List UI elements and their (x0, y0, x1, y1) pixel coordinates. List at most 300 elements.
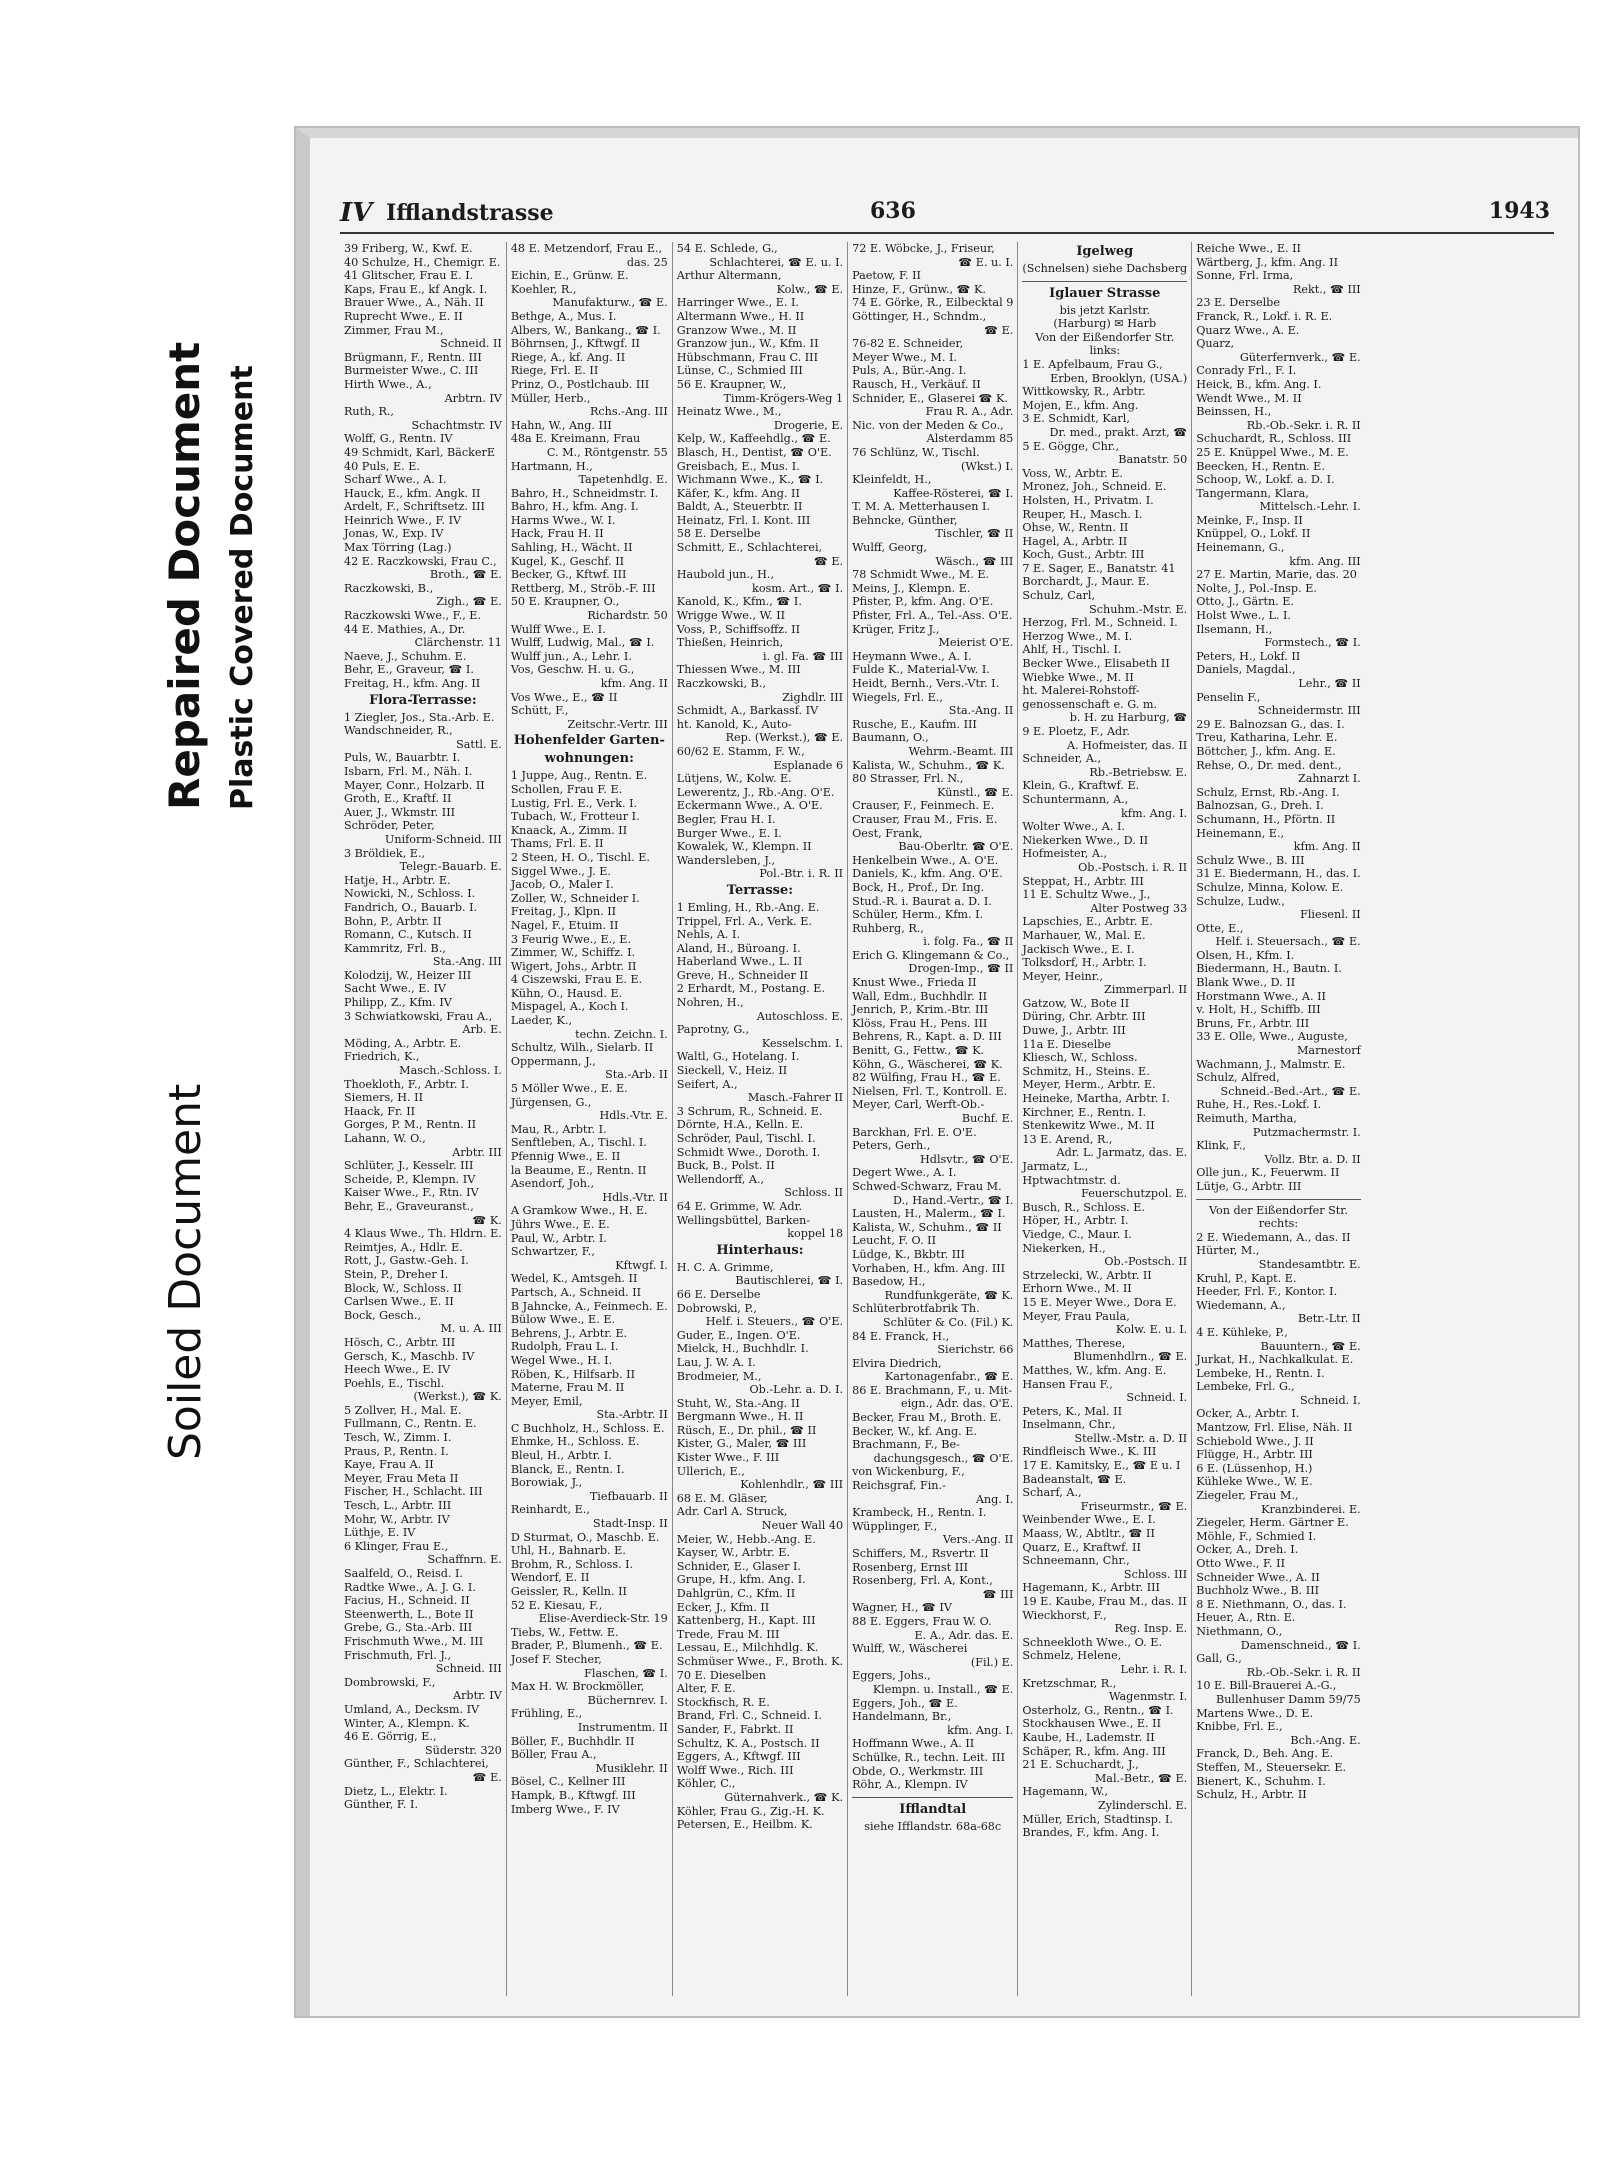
year: 1943 (1488, 198, 1550, 224)
directory-entry: Rekt., ☎ III (1292, 282, 1361, 296)
directory-entry: Ob.-Lehr. a. D. I. (749, 1383, 844, 1397)
directory-entry: Jenrich, P., Krim.-Btr. III (852, 1003, 989, 1017)
directory-entry: 3 Schrum, R., Schneid. E. (676, 1104, 823, 1118)
directory-entry: Nohren, H., (676, 996, 744, 1010)
directory-entry: Fullmann, C., Rentn. E. (344, 1417, 477, 1431)
directory-entry: Flaschen, ☎ I. (584, 1666, 668, 1680)
directory-columns (340, 242, 1554, 1996)
directory-entry: Bruns, Fr., Arbtr. III (1196, 1016, 1310, 1030)
directory-entry: Möhle, F., Schmied I. (1196, 1529, 1317, 1543)
page-content (340, 198, 1554, 1996)
directory-entry: Lessau, E., Milchhdlg. K. (676, 1641, 819, 1655)
directory-entry: Behr, E., Graveuranst., (344, 1199, 474, 1213)
directory-entry: Meinke, F., Insp. II (1196, 513, 1303, 527)
directory-entry: Koehler, R., (510, 282, 577, 296)
directory-entry: Blank Wwe., D. II (1196, 976, 1296, 990)
directory-entry: 60/62 E. Stamm, F. W., (676, 744, 805, 758)
directory-entry: Schwartzer, F., (510, 1245, 595, 1259)
directory-entry: techn. Zeichn. I. (575, 1027, 668, 1041)
directory-entry: Busch, R., Schloss. E. (1022, 1200, 1145, 1214)
directory-entry: Schultz, K. A., Postsch. II (676, 1736, 820, 1750)
directory-entry: Kammritz, Frl. B., (344, 941, 446, 955)
directory-entry: Seifert, A., (676, 1077, 738, 1091)
directory-entry: Böhrnsen, J., Kftwgf. II (510, 337, 640, 351)
directory-entry: 4 Ciszewski, Frau E. E. (510, 973, 643, 987)
directory-entry: Schloss. III (1123, 1567, 1188, 1581)
directory-entry: Marnestorf (1296, 1044, 1361, 1058)
directory-entry: Raczkowski, B., (676, 677, 766, 690)
directory-entry: Wandschneider, R., (344, 724, 453, 738)
directory-entry: 31 E. Biedermann, H., das. I. (1196, 867, 1361, 881)
directory-entry: Kranzbinderei. E. (1261, 1502, 1361, 1516)
directory-entry: Wrigge Wwe., W. II (676, 609, 786, 623)
directory-column (672, 242, 847, 1996)
directory-entry: Schmidt Wwe., Doroth. I. (676, 1145, 821, 1159)
directory-entry: 48a E. Kreimann, Frau (510, 432, 641, 446)
directory-entry: Hagemann, K., Arbtr. III (1022, 1581, 1160, 1595)
directory-entry: 5 E. Gögge, Chr., (1022, 439, 1120, 453)
directory-entry: Schulz, H., Arbtr. II (1196, 1788, 1307, 1802)
directory-entry: 56 E. Kraupner, W., (676, 377, 787, 391)
directory-entry: Kretzschmar, R., (1022, 1676, 1117, 1690)
directory-entry: Fliesenl. II (1300, 908, 1361, 922)
section-heading: Hinterhaus: (716, 1242, 804, 1258)
directory-entry: Eggers, Johs., (852, 1669, 931, 1683)
directory-entry: Zimmer, Frau M., (344, 323, 444, 337)
directory-entry: Vers.-Ang. II (942, 1533, 1014, 1547)
directory-entry: Albers, W., Bankang., ☎ I. (510, 323, 661, 337)
directory-entry: Paul, W., Arbtr. I. (510, 1231, 607, 1245)
directory-entry: Lausten, H., Malerm., ☎ I. (852, 1207, 1006, 1221)
directory-entry: Knibbe, Frl. E., (1196, 1720, 1283, 1734)
directory-entry: Harringer Wwe., E. I. (676, 296, 799, 310)
directory-entry: Mal.-Betr., ☎ E. (1094, 1771, 1188, 1785)
directory-entry: Matthes, Therese, (1022, 1336, 1126, 1350)
directory-entry: Heymann Wwe., A. I. (852, 649, 972, 663)
directory-entry: Stein, P., Dreher I. (344, 1267, 449, 1281)
directory-entry: ht. Malerei-Rohstoff- (1022, 684, 1140, 698)
directory-entry: ☎ E. u. I. (958, 255, 1014, 269)
directory-entry: 49 Schmidt, Karl, BäckerE (344, 445, 496, 459)
directory-entry: T. M. A. Metterhausen I. (852, 500, 990, 514)
directory-entry: Blanck, E., Rentn. I. (510, 1462, 625, 1476)
directory-entry: Friseurmstr., ☎ E. (1080, 1499, 1188, 1513)
directory-entry: Siggel Wwe., J. E. (510, 864, 611, 878)
directory-entry: Meins, J., Klempn. E. (852, 581, 971, 595)
directory-entry: Höper, H., Arbtr. I. (1022, 1214, 1129, 1228)
directory-entry: Schaffnrn. E. (427, 1553, 502, 1567)
directory-entry: Praus, P., Rentn. I. (344, 1444, 449, 1458)
directory-entry: Thießen, Heinrich, (676, 636, 784, 650)
directory-entry: Bahro, H., kfm. Ang. I. (510, 500, 639, 514)
volume-number: IV (340, 198, 373, 228)
directory-entry: Schütt, F., (510, 704, 569, 718)
directory-entry: Flügge, H., Arbtr. III (1196, 1448, 1313, 1462)
directory-entry: 66 E. Derselbe (676, 1287, 761, 1301)
directory-entry: kfm. Ang. II (600, 677, 668, 690)
directory-entry: 80 Strasser, Frl. N., (852, 772, 964, 786)
directory-entry: Partsch, A., Schneid. II (510, 1285, 642, 1299)
directory-entry: 72 E. Wöbcke, J., Friseur, (852, 242, 995, 255)
directory-entry: Heidt, Bernh., Vers.-Vtr. I. (852, 677, 1000, 690)
directory-entry: Behr, E., Graveur, ☎ I. (344, 663, 474, 677)
repaired-document-label: Repaired Document (160, 341, 209, 810)
directory-entry: Harms Wwe., W. I. (510, 513, 616, 527)
directory-entry: Schiebold Wwe., J. II (1196, 1434, 1314, 1448)
directory-entry: Wulff Wwe., E. I. (510, 622, 606, 636)
directory-entry: 41 Glitscher, Frau E. I. (344, 269, 474, 283)
directory-entry: 68 E. M. Gläser, (676, 1491, 768, 1505)
directory-entry: Frischmuth, Frl. J., (344, 1648, 452, 1662)
directory-entry: Holsten, H., Privatm. I. (1022, 493, 1154, 507)
directory-entry: Vollz. Btr. a. D. II (1264, 1152, 1361, 1166)
directory-entry: Beecken, H., Rentn. E. (1196, 459, 1325, 473)
directory-entry: Helf. i. Steuers., ☎ O'E. (705, 1315, 844, 1329)
directory-entry: Blasch, H., Dentist, ☎ O'E. (676, 445, 832, 459)
directory-entry: Hinze, F., Grünw., ☎ K. (852, 282, 986, 296)
directory-entry: Scharf, A., (1022, 1486, 1082, 1500)
directory-entry: von Wickenburg, F., (852, 1465, 965, 1479)
directory-entry: Bau-Oberltr. ☎ O'E. (898, 840, 1014, 854)
directory-entry: Greve, H., Schneider II (676, 968, 809, 982)
directory-entry: Eckermann Wwe., A. O'E. (676, 799, 823, 813)
directory-entry: Wichmann Wwe., K., ☎ I. (676, 473, 824, 487)
directory-entry: Naeve, J., Schuhm. E. (344, 649, 467, 663)
directory-entry: Kanold, K., Kfm., ☎ I. (676, 595, 802, 609)
directory-entry: Masch.-Fahrer II (747, 1091, 844, 1105)
directory-column (847, 242, 1017, 1996)
directory-entry: Lehr. i. R. I. (1120, 1662, 1188, 1676)
directory-entry: Baldt, A., Steuerbtr. II (676, 500, 803, 514)
directory-entry: Viedge, C., Maur. I. (1022, 1227, 1132, 1241)
directory-entry: Hatje, H., Arbtr. E. (344, 873, 451, 887)
directory-entry: Siemers, H. II (344, 1091, 424, 1105)
directory-entry: Betr.-Ltr. II (1297, 1312, 1361, 1326)
directory-entry: Facius, H., Schneid. II (344, 1594, 470, 1608)
directory-entry: Frischmuth Wwe., M. III (344, 1634, 484, 1648)
directory-entry: Richardstr. 50 (587, 609, 668, 623)
directory-entry: Sta.-Arb. II (605, 1068, 668, 1082)
directory-entry: Reimuth, Martha, (1196, 1112, 1297, 1125)
directory-entry: Steenwerth, L., Bote II (344, 1607, 474, 1621)
directory-entry: 5 Möller Wwe., E. E. (510, 1082, 628, 1096)
directory-entry: Günther, F. I. (344, 1798, 419, 1812)
directory-entry: Wehrm.-Beamt. III (908, 744, 1014, 758)
directory-entry: Rchs.-Ang. III (589, 405, 668, 419)
directory-entry: Kirchner, E., Rentn. I. (1022, 1105, 1147, 1119)
directory-entry: Saalfeld, O., Reisd. I. (344, 1567, 463, 1580)
directory-entry: Brader, P., Blumenh., ☎ E. (510, 1639, 663, 1653)
directory-entry: Tubach, W., Frotteur I. (510, 810, 640, 824)
directory-entry: Marhauer, W., Mal. E. (1022, 928, 1146, 942)
directory-entry: Wärtberg, J., kfm. Ang. II (1196, 255, 1338, 269)
directory-entry: Thams, Frl. E. II (510, 837, 604, 851)
directory-entry: Lütje, G., Arbtr. III (1196, 1179, 1302, 1193)
directory-entry: Ziegeler, Herm. Gärtner E. (1196, 1516, 1349, 1530)
directory-entry: 27 E. Martin, Marie, das. 20 (1196, 568, 1357, 582)
directory-entry: Schmitz, H., Steins. E. (1022, 1064, 1150, 1078)
directory-entry: Bethge, A., Mus. I. (510, 309, 617, 323)
directory-entry: Leucht, F. O. II (852, 1234, 937, 1248)
directory-entry: D Sturmat, O., Maschb. E. (510, 1530, 660, 1544)
directory-entry: Klink, F., (1196, 1139, 1246, 1153)
directory-entry: la Beaume, E., Rentn. II (510, 1163, 647, 1177)
directory-entry: 86 E. Brachmann, F., u. Mit- (852, 1383, 1012, 1397)
directory-entry: (Schnelsen) siehe Dachsberg (1022, 262, 1188, 275)
directory-entry: Kayser, W., Arbtr. E. (676, 1546, 790, 1560)
directory-entry: 40 Puls, E. E. (344, 459, 420, 473)
directory-entry: Reichsgraf, Fin.- (852, 1479, 946, 1493)
directory-entry: Eggers, Joh., ☎ E. (852, 1696, 958, 1710)
directory-entry: Schneemann, Chr., (1022, 1554, 1130, 1568)
directory-entry: Crauser, Frau M., Fris. E. (852, 812, 998, 826)
directory-entry: Guder, E., Ingen. O'E. (676, 1328, 801, 1342)
directory-entry: Kartonagenfabr., ☎ E. (884, 1370, 1014, 1384)
directory-entry: 5 Zollver, H., Mal. E. (344, 1403, 462, 1417)
directory-entry: kfm. Ang. I. (947, 1723, 1014, 1737)
directory-entry: Güternahverk., ☎ K. (724, 1790, 844, 1804)
directory-entry: Rundfunkgeräte, ☎ K. (884, 1288, 1014, 1302)
directory-entry: Von der Eißendorfer Str. (1035, 330, 1175, 344)
directory-entry: Broth., ☎ E. (429, 568, 502, 582)
directory-entry: Heick, B., kfm. Ang. I. (1196, 377, 1322, 391)
directory-entry: Zimmer, W., Schiffz. I. (510, 946, 636, 960)
directory-entry: Künstl., ☎ E. (937, 785, 1014, 799)
directory-entry: Quarz Wwe., A. E. (1196, 323, 1300, 337)
directory-entry: Heeder, Frl. F., Kontor. I. (1196, 1285, 1338, 1299)
directory-entry: Krambeck, H., Rentn. I. (852, 1506, 987, 1520)
directory-entry: Sta.-Arbtr. II (596, 1408, 668, 1422)
directory-entry: Telegr.-Bauarb. E. (399, 860, 502, 874)
directory-entry: Hptwachtmstr. d. (1022, 1173, 1121, 1187)
directory-entry: Gatzow, W., Bote II (1022, 996, 1130, 1010)
directory-entry: Gorges, P. M., Rentn. II (344, 1118, 477, 1132)
directory-entry: Rep. (Werkst.), ☎ E. (725, 731, 844, 745)
directory-entry: Nagel, F., Etuim. II (510, 918, 619, 932)
directory-entry: 8 E. Niethmann, O., das. I. (1196, 1597, 1347, 1611)
directory-entry: Nic. von der Meden & Co., (852, 418, 1004, 432)
directory-entry: Adr. Carl A. Struck, (676, 1505, 788, 1519)
directory-entry: Materne, Frau M. II (510, 1381, 625, 1395)
directory-entry: Hampk, B., Kftwgf. III (510, 1788, 636, 1802)
directory-entry: Ruhe, H., Res.-Lokf. I. (1196, 1098, 1322, 1112)
directory-entry: Wigert, Johs., Arbtr. II (510, 959, 637, 973)
directory-entry: Otto, J., Gärtn. E. (1196, 595, 1295, 609)
directory-entry: Brachmann, F., Be- (852, 1438, 960, 1452)
directory-entry: Wulff, W., Wäscherei (852, 1642, 968, 1656)
directory-entry: Schollen, Frau F. E. (510, 782, 623, 796)
directory-entry: Altermann Wwe., H. II (676, 309, 805, 323)
directory-entry: (Wkst.) I. (961, 459, 1014, 473)
directory-entry: Crauser, F., Feinmech. E. (852, 799, 995, 813)
directory-entry: Elise-Averdieck-Str. 19 (538, 1612, 668, 1626)
directory-entry: Daniels, K., kfm. Ang. O'E. (852, 867, 1003, 881)
directory-entry: Jacob, O., Maler I. (510, 878, 614, 892)
directory-entry: Granzow jun., W., Kfm. II (676, 337, 819, 351)
directory-entry: bis jetzt Karlstr. (1059, 303, 1150, 317)
directory-entry: Eichin, E., Grünw. E. (510, 269, 629, 283)
directory-entry: Sacht Wwe., E. IV (344, 982, 446, 996)
directory-entry: Kattenberg, H., Kapt. III (676, 1614, 816, 1628)
directory-entry: Peters, H., Lokf. II (1196, 649, 1301, 663)
directory-entry: Voss, P., Schiffsoffz. II (676, 622, 801, 636)
directory-entry: 1 Ziegler, Jos., Sta.-Arb. E. (344, 710, 495, 724)
directory-entry: Philipp, Z., Kfm. IV (344, 996, 452, 1010)
directory-entry: Schmidt, A., Barkassf. IV (676, 704, 819, 718)
page-header (340, 198, 1554, 234)
directory-entry: Pfister, Frl. A., Tel.-Ass. O'E. (852, 609, 1013, 623)
directory-entry: C Buchholz, H., Schloss. E. (510, 1421, 665, 1435)
directory-entry: Pol.-Btr. i. R. II (759, 867, 844, 881)
divider (852, 1796, 1013, 1798)
directory-entry: Alsterdamm 85 (926, 432, 1014, 446)
directory-entry: Begler, Frau H. I. (676, 812, 776, 826)
directory-entry: Clärchenstr. 11 (414, 636, 502, 650)
directory-entry: Schmitt, E., Schlachterei, (676, 541, 823, 555)
directory-entry: Hdlsvtr., ☎ O'E. (920, 1152, 1014, 1166)
directory-entry: 78 Schmidt Wwe., M. E. (852, 568, 990, 582)
directory-entry: Dombrowski, F., (344, 1675, 436, 1689)
directory-entry: Winter, A., Klempn. K. (344, 1716, 470, 1730)
directory-entry: 40 Schulze, H., Chemigr. E. (344, 255, 501, 269)
directory-entry: Wieckhorst, F., (1022, 1608, 1107, 1622)
directory-entry: genossenschaft e. G. m. (1022, 697, 1158, 711)
directory-entry: 1 E. Apfelbaum, Frau G., (1022, 357, 1163, 371)
directory-entry: 1 Emling, H., Rb.-Ang. E. (676, 900, 820, 914)
directory-entry: Hagemann, W., (1022, 1785, 1109, 1799)
directory-entry: Zeitschr.-Vertr. III (567, 717, 668, 731)
directory-entry: Borchardt, J., Maur. E. (1022, 575, 1150, 589)
directory-entry: Steppat, H., Arbtr. III (1022, 874, 1144, 888)
directory-entry: Köhler, Frau G., Zig.-H. K. (676, 1804, 825, 1818)
directory-entry: Puls, W., Bauarbtr. I. (344, 751, 461, 765)
directory-entry: Mispagel, A., Koch I. (510, 1000, 629, 1014)
directory-entry: Drogerie, E. (773, 418, 844, 432)
directory-entry: Uhl, H., Bahnarb. E. (510, 1544, 626, 1558)
directory-entry: Lustig, Frl. E., Verk. I. (510, 796, 638, 810)
directory-entry: Niekerken Wwe., D. II (1022, 833, 1149, 847)
directory-entry: Prinz, O., Postlchaub. III (510, 377, 650, 391)
directory-entry: 76-82 E. Schneider, (852, 337, 964, 351)
directory-entry: Wäsch., ☎ III (935, 554, 1014, 568)
directory-entry: Thoekloth, F., Arbtr. I. (344, 1077, 469, 1091)
directory-entry: Schlüterbrotfabrik Th. (852, 1302, 980, 1316)
directory-entry: 46 E. Görrig, E., (344, 1730, 437, 1744)
directory-entry: Von der Eißendorfer Str. (1208, 1203, 1348, 1217)
directory-entry: b. H. zu Harburg, ☎ (1069, 711, 1188, 725)
directory-entry: Schulz, Alfred, (1196, 1071, 1280, 1085)
directory-entry: Stellw.-Mstr. a. D. II (1074, 1431, 1188, 1445)
directory-entry: Vos, Geschw. H. u. G., (510, 663, 635, 677)
section-heading: Ifflandtal (899, 1801, 967, 1817)
directory-entry: Quarz, E., Kraftwf. II (1022, 1540, 1141, 1554)
directory-entry: Kalista, W., Schuhm., ☎ II (852, 1220, 1002, 1234)
section-heading: Terrasse: (726, 882, 794, 898)
directory-entry: Wüpplinger, F., (852, 1519, 938, 1533)
directory-entry: Tiebs, W., Fettw. E. (510, 1625, 619, 1639)
directory-entry: Ahlf, H., Tischl. I. (1022, 643, 1122, 657)
directory-entry: Becker Wwe., Elisabeth II (1022, 657, 1170, 671)
directory-entry: Schröder, Peter, (344, 819, 435, 833)
directory-entry: Bleul, H., Arbtr. I. (510, 1449, 612, 1463)
directory-entry: 3 Schwiatkowski, Frau A., (344, 1009, 493, 1023)
directory-entry: Fulde K., Material-Vw. I. (852, 663, 990, 677)
directory-entry: dachungsgesch., ☎ O'E. (873, 1451, 1014, 1465)
directory-entry: Rindfleisch Wwe., K. III (1022, 1445, 1157, 1459)
directory-entry: Meyer Wwe., M. I. (852, 350, 957, 364)
directory-entry: Becker, W., kf. Ang. E. (852, 1424, 977, 1438)
directory-entry: Rosenberg, Frl. A, Kont., (852, 1574, 993, 1588)
directory-entry: 33 E. Olle, Wwe., Auguste, (1196, 1030, 1348, 1044)
directory-entry: Poehls, E., Tischl. (344, 1376, 445, 1390)
directory-entry: Heinatz Wwe., M., (676, 405, 782, 419)
directory-entry: Niethmann, O., (1196, 1624, 1283, 1638)
directory-entry: Käfer, K., kfm. Ang. II (676, 486, 800, 500)
directory-entry: Neuer Wall 40 (761, 1519, 844, 1533)
directory-entry: kfm. Ang. III (1289, 554, 1361, 568)
directory-entry: Burger Wwe., E. I. (676, 826, 782, 840)
directory-entry: Jarmatz, L., (1022, 1160, 1089, 1173)
directory-entry: Paetow, F. II (852, 269, 921, 283)
directory-page (296, 128, 1578, 2016)
directory-entry: Mojen, E., kfm. Ang. (1022, 398, 1139, 412)
directory-entry: Vorhaben, H., kfm. Ang. III (852, 1261, 1006, 1275)
directory-entry: 58 E. Derselbe (676, 527, 761, 541)
directory-entry: Bautischlerei, ☎ I. (735, 1274, 844, 1288)
directory-entry: Hansen Frau F., (1022, 1377, 1113, 1391)
directory-entry: Kalista, W., Schuhm., ☎ K. (852, 758, 1005, 772)
directory-entry: Herzog, Frl. M., Schneid. I. (1022, 616, 1178, 630)
directory-entry: A Gramkow Wwe., H. E. (510, 1204, 648, 1218)
directory-entry: 3 Feurig Wwe., E., E. (510, 932, 632, 946)
directory-entry: Hdls.-Vtr. II (602, 1190, 668, 1204)
directory-entry: Jührs Wwe., E. E. (510, 1217, 610, 1231)
directory-entry: Schneider Wwe., A. II (1196, 1570, 1320, 1584)
directory-entry: Schulz Wwe., B. III (1196, 853, 1305, 867)
directory-entry: Bock, H., Prof., Dr. Ing. (852, 880, 985, 894)
directory-entry: Rudolph, Frau L. I. (510, 1340, 619, 1354)
directory-entry: Senftleben, A., Tischl. I. (510, 1136, 647, 1150)
directory-entry: 25 E. Knüppel Wwe., M. E. (1196, 445, 1349, 459)
directory-entry: Olsen, H., Kfm. I. (1196, 948, 1295, 962)
directory-entry: Bock, Gesch., (344, 1308, 421, 1322)
directory-entry: Riege, Frl. E. II (510, 364, 599, 378)
directory-entry: Maass, W., Abtltr., ☎ II (1022, 1527, 1155, 1541)
directory-entry: Wedel, K., Amtsgeh. II (510, 1272, 638, 1286)
directory-entry: Auer, J., Wkmstr. III (344, 805, 456, 819)
directory-entry: Horstmann Wwe., A. II (1196, 989, 1326, 1003)
directory-entry: Daniels, Magdal., (1196, 663, 1296, 677)
directory-entry: Wellendorff, A., (676, 1172, 765, 1186)
directory-entry: Gersch, K., Maschb. IV (344, 1349, 475, 1363)
directory-entry: Ruprecht Wwe., E. II (344, 309, 463, 323)
directory-entry: 3 E. Schmidt, Karl, (1022, 412, 1130, 426)
directory-entry: Meyer, Herm., Arbtr. E. (1022, 1078, 1156, 1092)
directory-entry: Umland, A., Decksm. IV (344, 1702, 480, 1716)
directory-entry: 4 E. Kühleke, P., (1196, 1325, 1288, 1339)
directory-entry: Jackisch Wwe., E. I. (1022, 942, 1135, 956)
directory-entry: Ocker, A., Arbtr. I. (1196, 1407, 1300, 1421)
directory-entry: Hürter, M., (1196, 1244, 1260, 1258)
directory-entry: Brügmann, F., Rentn. III (344, 350, 482, 364)
directory-entry: Kelp, W., Kaffeehdlg., ☎ E. (676, 432, 831, 446)
directory-entry: Wiedemann, A., (1196, 1298, 1286, 1312)
directory-entry: Meyer, Frau Meta II (344, 1471, 459, 1485)
directory-entry: Rausch, H., Verkäuf. II (852, 377, 981, 391)
directory-entry: Otte, E., (1196, 921, 1244, 935)
directory-entry: Hack, Frau H. II (510, 527, 604, 541)
street-name: Ifflandstrasse (386, 200, 554, 226)
